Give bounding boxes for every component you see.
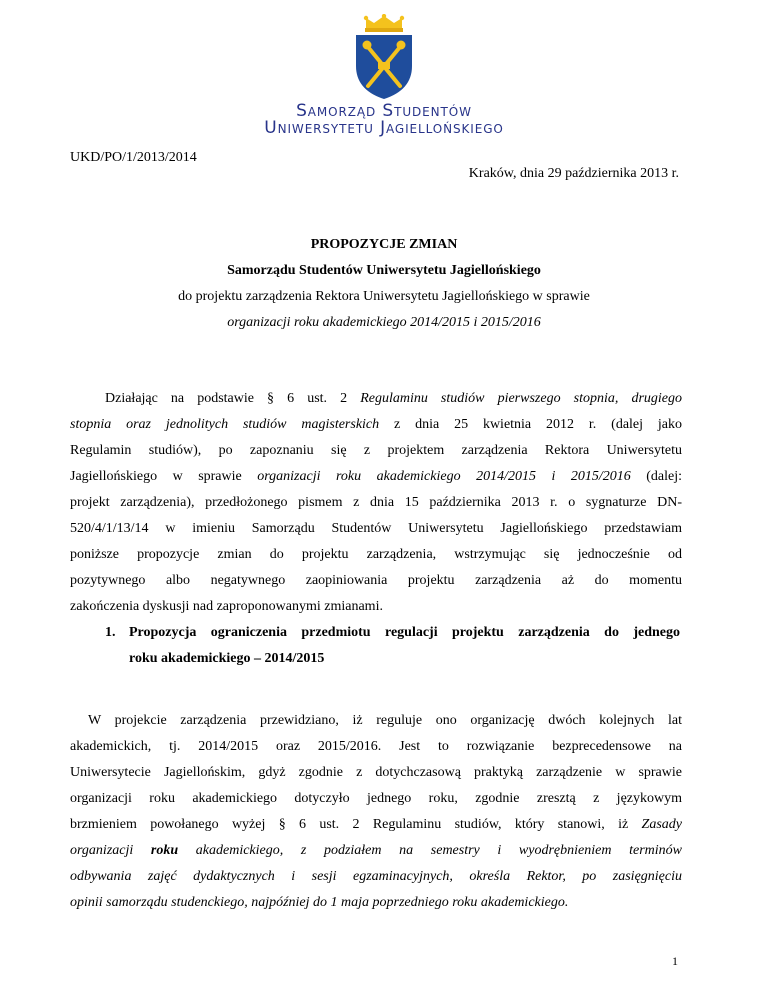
intro-line: Regulamin studiów), po zapoznaniu się z projektem zarządzenia Rektora Uniwersytetu xyxy=(70,443,682,458)
body-line: Uniwersytecie Jagiellońskim, gdyż zgodnie z dotychczasową praktyką zarządzenie w sprawie xyxy=(70,765,682,780)
body-line: opinii samorządu studenckiego, najpóźniej do 1 maja poprzedniego roku akademickiego. xyxy=(70,895,569,910)
organization-name-line2: Uniwersytetu Jagiellońskiego xyxy=(264,118,504,138)
section-number: 1. xyxy=(105,625,116,640)
section-title xyxy=(129,620,680,672)
document-title: PROPOZYCJE ZMIAN xyxy=(310,237,458,252)
body-line: akademickich, tj. 2014/2015 oraz 2015/2016. Jest to rozwiązanie bezprecedensowe na xyxy=(70,739,682,754)
section-title-line: Propozycja ograniczenia przedmiotu regulacji projektu zarządzenia do jednego xyxy=(129,625,680,640)
organization-name-line1: Samorząd Studentów xyxy=(296,101,472,121)
place-and-date: Kraków, dnia 29 października 2013 r. xyxy=(468,166,679,181)
intro-line: 520/4/1/13/14 w imieniu Samorządu Studentów Uniwersytetu Jagiellońskiego przedstawiam xyxy=(70,521,682,536)
body-line: brzmieniem powołanego wyżej § 6 ust. 2 Regulaminu studiów, który stanowi, iż Zasady xyxy=(70,817,682,832)
intro-line: projekt zarządzenia), przedłożonego pismem z dnia 15 października 2013 r. o sygnaturze DN- xyxy=(70,495,682,510)
body-line: organizacji roku akademickiego, z podziałem na semestry i wyodrębnieniem terminów xyxy=(70,843,682,858)
section-body-paragraph xyxy=(70,708,682,916)
intro-line: poniższe propozycje zmian do projektu zarządzenia, wstrzymując się jednocześnie od xyxy=(70,547,682,562)
intro-paragraph xyxy=(70,386,682,620)
body-line: organizacji roku akademickiego dotyczyło jednego roku, zgodnie zresztą z językowym xyxy=(70,791,682,806)
intro-line: zakończenia dyskusji nad zaproponowanymi zmianami. xyxy=(70,599,383,614)
document-subtitle-topic: organizacji roku akademickiego 2014/2015 i 2015/2016 xyxy=(227,315,541,330)
intro-line: Jagiellońskiego w sprawie organizacji roku akademickiego 2014/2015 i 2015/2016 (dalej: xyxy=(70,469,683,484)
document-subtitle-subject: do projektu zarządzenia Rektora Uniwersytetu Jagiellońskiego w sprawie xyxy=(178,289,590,304)
section-title-line: roku akademickiego – 2014/2015 xyxy=(129,651,325,666)
document-subtitle-author: Samorządu Studentów Uniwersytetu Jagiellońskiego xyxy=(227,263,541,278)
body-line: W projekcie zarządzenia przewidziano, iż reguluje ono organizację dwóch kolejnych lat xyxy=(88,713,682,728)
university-crest-logo xyxy=(346,14,422,100)
crown-icon xyxy=(364,14,404,32)
intro-line: Działając na podstawie § 6 ust. 2 Regulaminu studiów pierwszego stopnia, drugiego xyxy=(105,391,683,406)
body-line: odbywania zajęć dydaktycznych i sesji egzaminacyjnych, określa Rektor, po zasięgnięciu xyxy=(70,869,682,884)
intro-line: stopnia oraz jednolitych studiów magisterskich z dnia 25 kwietnia 2012 r. (dalej jako xyxy=(70,417,682,432)
intro-line: pozytywnego albo negatywnego zaopiniowania projektu zarządzenia aż do momentu xyxy=(70,573,682,588)
page-number: 1 xyxy=(672,954,678,968)
document-reference: UKD/PO/1/2013/2014 xyxy=(70,150,197,165)
